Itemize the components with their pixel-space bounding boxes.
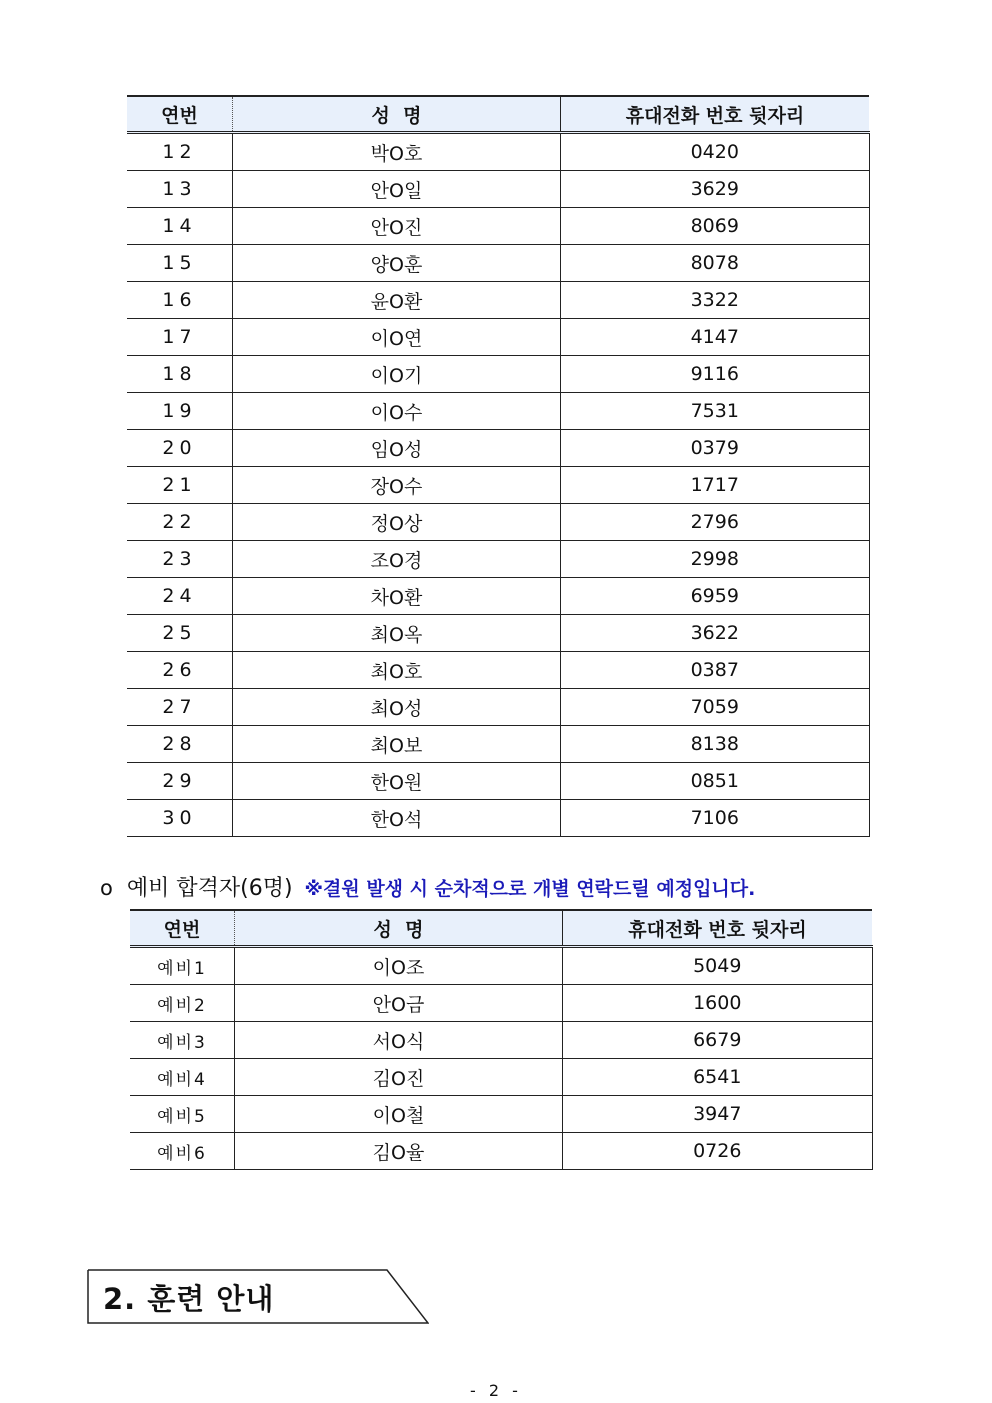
row-number: 12 [127,133,233,171]
header-phone: 휴대전화 번호 뒷자리 [563,910,873,947]
row-phone: 3322 [561,282,870,319]
section-heading-box [87,1269,429,1324]
row-name: 정O상 [233,504,561,541]
row-number: 13 [127,171,233,208]
section-heading: 2. 훈련 안내 [103,1282,275,1316]
row-name: 윤O환 [233,282,561,319]
row-number: 29 [127,763,233,800]
row-phone: 8069 [561,208,870,245]
row-name: 박O호 [233,133,561,171]
header-name: 성 명 [233,96,561,133]
row-name: 한O석 [233,800,561,837]
row-number: 예비1 [130,947,235,985]
row-number: 예비2 [130,985,235,1022]
table-row [127,800,869,837]
table-row [127,393,869,430]
row-name: 양O훈 [233,245,561,282]
row-name: 이O철 [235,1096,563,1133]
page-number: - 2 - [470,1381,522,1400]
row-number: 28 [127,726,233,763]
table-row [127,467,869,504]
row-name: 김O율 [235,1133,563,1170]
row-number: 15 [127,245,233,282]
table-row [127,430,869,467]
row-phone: 2998 [561,541,870,578]
row-phone: 1717 [561,467,870,504]
row-number: 예비5 [130,1096,235,1133]
reserve-table-body [130,947,872,1170]
row-number: 예비6 [130,1133,235,1170]
table-row [130,947,872,985]
row-number: 25 [127,615,233,652]
table-row [130,985,872,1022]
row-name: 한O원 [233,763,561,800]
row-name: 장O수 [233,467,561,504]
row-number: 21 [127,467,233,504]
row-phone: 3629 [561,171,870,208]
row-name: 임O성 [233,430,561,467]
row-name: 이O기 [233,356,561,393]
row-number: 18 [127,356,233,393]
row-name: 안O일 [233,171,561,208]
row-name: 서O식 [235,1022,563,1059]
row-phone: 6541 [563,1059,873,1096]
row-number: 예비4 [130,1059,235,1096]
row-name: 조O경 [233,541,561,578]
row-name: 이O연 [233,319,561,356]
table-row [127,726,869,763]
row-phone: 1600 [563,985,873,1022]
table-header-row [130,910,872,947]
reserve-heading [100,871,755,902]
row-number: 20 [127,430,233,467]
row-name: 김O진 [235,1059,563,1096]
row-phone: 0420 [561,133,870,171]
row-phone: 8078 [561,245,870,282]
row-number: 26 [127,652,233,689]
row-number: 30 [127,800,233,837]
table-row [130,1096,872,1133]
row-phone: 7531 [561,393,870,430]
row-number: 예비3 [130,1022,235,1059]
row-name: 이O조 [235,947,563,985]
table-row [127,171,869,208]
row-phone: 6679 [563,1022,873,1059]
row-number: 19 [127,393,233,430]
passer-table-body [127,133,869,837]
reserve-note: ※결원 발생 시 순차적으로 개별 연락드릴 예정입니다. [304,878,756,900]
table-row [127,245,869,282]
row-phone: 5049 [563,947,873,985]
table-row [127,763,869,800]
reserve-table [130,909,873,1170]
table-row [127,615,869,652]
row-phone: 6959 [561,578,870,615]
table-row [127,689,869,726]
row-name: 최O성 [233,689,561,726]
row-phone: 3947 [563,1096,873,1133]
table-header-row [127,96,869,133]
row-phone: 7106 [561,800,870,837]
header-number: 연번 [130,910,235,947]
row-phone: 0387 [561,652,870,689]
row-number: 22 [127,504,233,541]
row-phone: 9116 [561,356,870,393]
row-name: 최O보 [233,726,561,763]
row-phone: 0379 [561,430,870,467]
row-phone: 4147 [561,319,870,356]
header-name: 성 명 [235,910,563,947]
table-row [127,652,869,689]
table-row [127,319,869,356]
row-number: 27 [127,689,233,726]
table-row [127,208,869,245]
reserve-title: 예비 합격자(6명) [126,876,293,901]
table-row [127,133,869,171]
row-name: 차O환 [233,578,561,615]
row-phone: 0851 [561,763,870,800]
bullet-icon: o [100,876,113,900]
row-phone: 7059 [561,689,870,726]
header-number: 연번 [127,96,233,133]
row-phone: 3622 [561,615,870,652]
row-number: 16 [127,282,233,319]
table-row [127,504,869,541]
row-number: 24 [127,578,233,615]
table-row [130,1059,872,1096]
table-row [127,282,869,319]
row-name: 이O수 [233,393,561,430]
row-phone: 2796 [561,504,870,541]
table-row [130,1133,872,1170]
row-number: 14 [127,208,233,245]
row-number: 17 [127,319,233,356]
table-row [130,1022,872,1059]
header-phone: 휴대전화 번호 뒷자리 [561,96,870,133]
table-row [127,578,869,615]
row-name: 최O호 [233,652,561,689]
row-phone: 0726 [563,1133,873,1170]
passer-table [127,95,870,837]
table-row [127,356,869,393]
table-row [127,541,869,578]
row-number: 23 [127,541,233,578]
row-name: 안O진 [233,208,561,245]
row-name: 안O금 [235,985,563,1022]
row-phone: 8138 [561,726,870,763]
row-name: 최O옥 [233,615,561,652]
